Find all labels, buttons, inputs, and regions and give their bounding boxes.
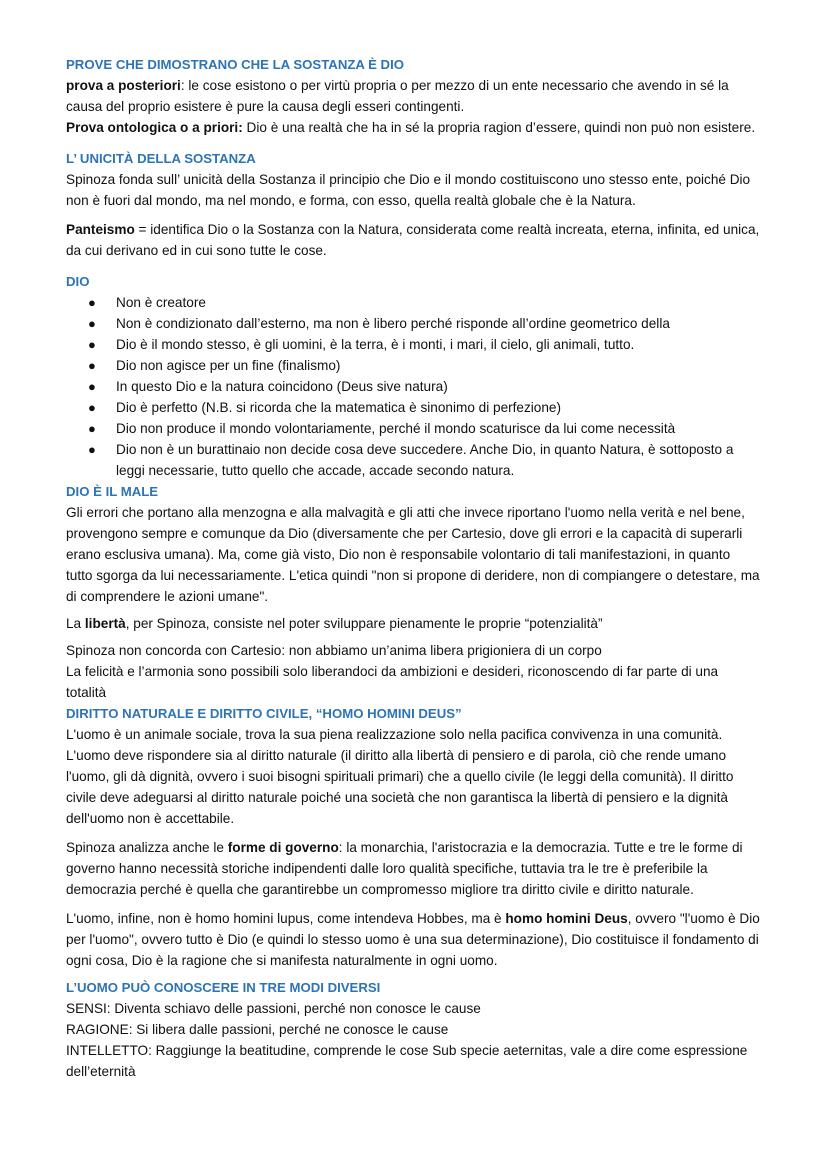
list-item: ● Dio è perfetto (N.B. si ricorda che la matematica è sinonimo di perfezione) (66, 397, 760, 418)
dio-bullet-list (66, 292, 760, 481)
term-forme-governo: forme di governo (227, 840, 339, 855)
line-intelletto: INTELLETTO: Raggiunge la beatitudine, comprende le cose Sub specie aeternitas, vale a dire come espressione dell’eternità (66, 1043, 748, 1079)
line-ragione: RAGIONE: Si libera dalle passioni, perché ne conosce le cause (66, 1022, 449, 1037)
list-item: ● Dio è il mondo stesso, è gli uomini, è la terra, è i monti, i mari, il cielo, gli animali, tutto. (66, 334, 760, 355)
bullet-icon: ● (88, 421, 96, 436)
bullet-icon: ● (88, 379, 96, 394)
bullet-icon: ● (88, 400, 96, 415)
list-item: ● Non è condizionato dall’esterno, ma non è libero perché risponde all’ordine geometrico della (66, 313, 760, 334)
section-heading-conoscere: L’UOMO PUÒ CONOSCERE IN TRE MODI DIVERSI (66, 980, 381, 995)
section-heading-dio-male: DIO È IL MALE (66, 484, 159, 499)
paragraph-unicita: Spinoza fonda sull’ unicità della Sostanza il principio che Dio e il mondo costituiscono uno stesso ente, poiché Dio non è fuori dal mondo, ma nel mondo, e forma, con esso, quella realtà globale che è la Natura. (66, 172, 751, 208)
list-item: ● In questo Dio e la natura coincidono (Deus sive natura) (66, 376, 760, 397)
bullet-icon: ● (88, 316, 96, 331)
paragraph-cartesio: Spinoza non concorda con Cartesio: non abbiamo un’anima libera prigioniera di un corpo (66, 643, 602, 658)
paragraph-uomo-sociale: L'uomo è un animale sociale, trova la sua piena realizzazione solo nella pacifica convivenza in una comunità. L'uomo deve rispondere sia al diritto naturale (il diritto alla libertà di pensiero e di parola, ciò che rende umano l'uomo, gli dà dignità, ovvero i suoi bisogni spirituali primari) che a quello civile (le leggi della comunità). Il diritto civile deve adeguarsi al diritto naturale poiché una società che non garantisca la libertà di pensiero e la dignità dell'uomo non è accettabile. (66, 727, 734, 826)
line-sensi: SENSI: Diventa schiavo delle passioni, perché non conosce le cause (66, 1001, 481, 1016)
section-heading-prove: PROVE CHE DIMOSTRANO CHE LA SOSTANZA È DIO (66, 57, 405, 72)
section-heading-unicita: L’ UNICITÀ DELLA SOSTANZA (66, 151, 256, 166)
section-heading-diritto: DIRITTO NATURALE E DIRITTO CIVILE, “HOMO HOMINI DEUS” (66, 706, 462, 721)
paragraph-liberta: La libertà, per Spinoza, consiste nel poter sviluppare pienamente le proprie “potenzialità” (66, 616, 603, 631)
term-prova-posteriori: prova a posteriori (66, 78, 181, 93)
paragraph-panteismo: Panteismo = identifica Dio o la Sostanza con la Natura, considerata come realtà increata, eterna, infinita, ed unica, da cui derivano ed in cui sono tutte le cose. (66, 222, 760, 258)
paragraph-forme-governo: Spinoza analizza anche le forme di governo: la monarchia, l'aristocrazia e la democrazia. Tutte e tre le forme di governo hanno necessità storiche indipendenti dalle loro qualità specifiche, tuttavia tra le tre è preferibile la democrazia perché è quella che garantirebbe un compromesso migliore tra diritto civile e diritto naturale. (66, 840, 743, 897)
bullet-icon: ● (88, 358, 96, 373)
paragraph-prova-ontologica: Prova ontologica o a priori: Dio è una realtà che ha in sé la propria ragion d’essere, quindi non può non esistere. (66, 120, 756, 135)
paragraph-felicita: La felicità e l’armonia sono possibili solo liberandoci da ambizioni e desideri, riconoscendo di far parte di una totalità (66, 664, 719, 700)
bullet-icon: ● (88, 337, 96, 352)
term-liberta: libertà (84, 616, 126, 631)
paragraph-errori: Gli errori che portano alla menzogna e alla malvagità e gli atti che invece riportano l'uomo nella verità e nel bene, provengono sempre e comunque da Dio (diversamente che per Cartesio, dove gli errori e la capacità di superarli erano esclusiva umana). Ma, come già visto, Dio non è responsabile volontario di tali manifestazioni, in quanto tutto sgorga da lui necessariamente. L'etica quindi "non si propone di deridere, non di compiangere o detestare, ma di comprendere le azioni umane". (66, 505, 760, 604)
section-heading-dio: DIO (66, 274, 90, 289)
list-item: ● Dio non agisce per un fine (finalismo) (66, 355, 760, 376)
list-item: ● Dio non produce il mondo volontariamente, perché il mondo scaturisce da lui come necessità (66, 418, 760, 439)
bullet-icon: ● (88, 442, 96, 457)
bullet-icon: ● (88, 295, 96, 310)
paragraph-homo-deus: L'uomo, infine, non è homo homini lupus, come intendeva Hobbes, ma è homo homini Deus, ovvero "l'uomo è Dio per l'uomo", ovvero tutto è Dio (e quindi lo stesso uomo è una sua determinazione), Dio costituisce il fondamento di ogni cosa, Dio è la ragione che si manifesta naturalmente in ogni uomo. (66, 911, 760, 968)
paragraph-prova-posteriori: prova a posteriori: le cose esistono o per virtù propria o per mezzo di un ente necessario che avendo in sé la causa del proprio esistere è pure la causa degli esseri contingenti. (66, 78, 729, 114)
list-item: ● Non è creatore (66, 292, 760, 313)
list-item: ● Dio non è un burattinaio non decide cosa deve succedere. Anche Dio, in quanto Natura, è sottoposto a leggi necessarie, tutto quello che accade, accade secondo natura. (66, 439, 760, 481)
term-panteismo: Panteismo (66, 222, 135, 237)
term-prova-ontologica: Prova ontologica o a priori: (66, 120, 243, 135)
term-homo-deus: homo homini Deus (505, 911, 628, 926)
